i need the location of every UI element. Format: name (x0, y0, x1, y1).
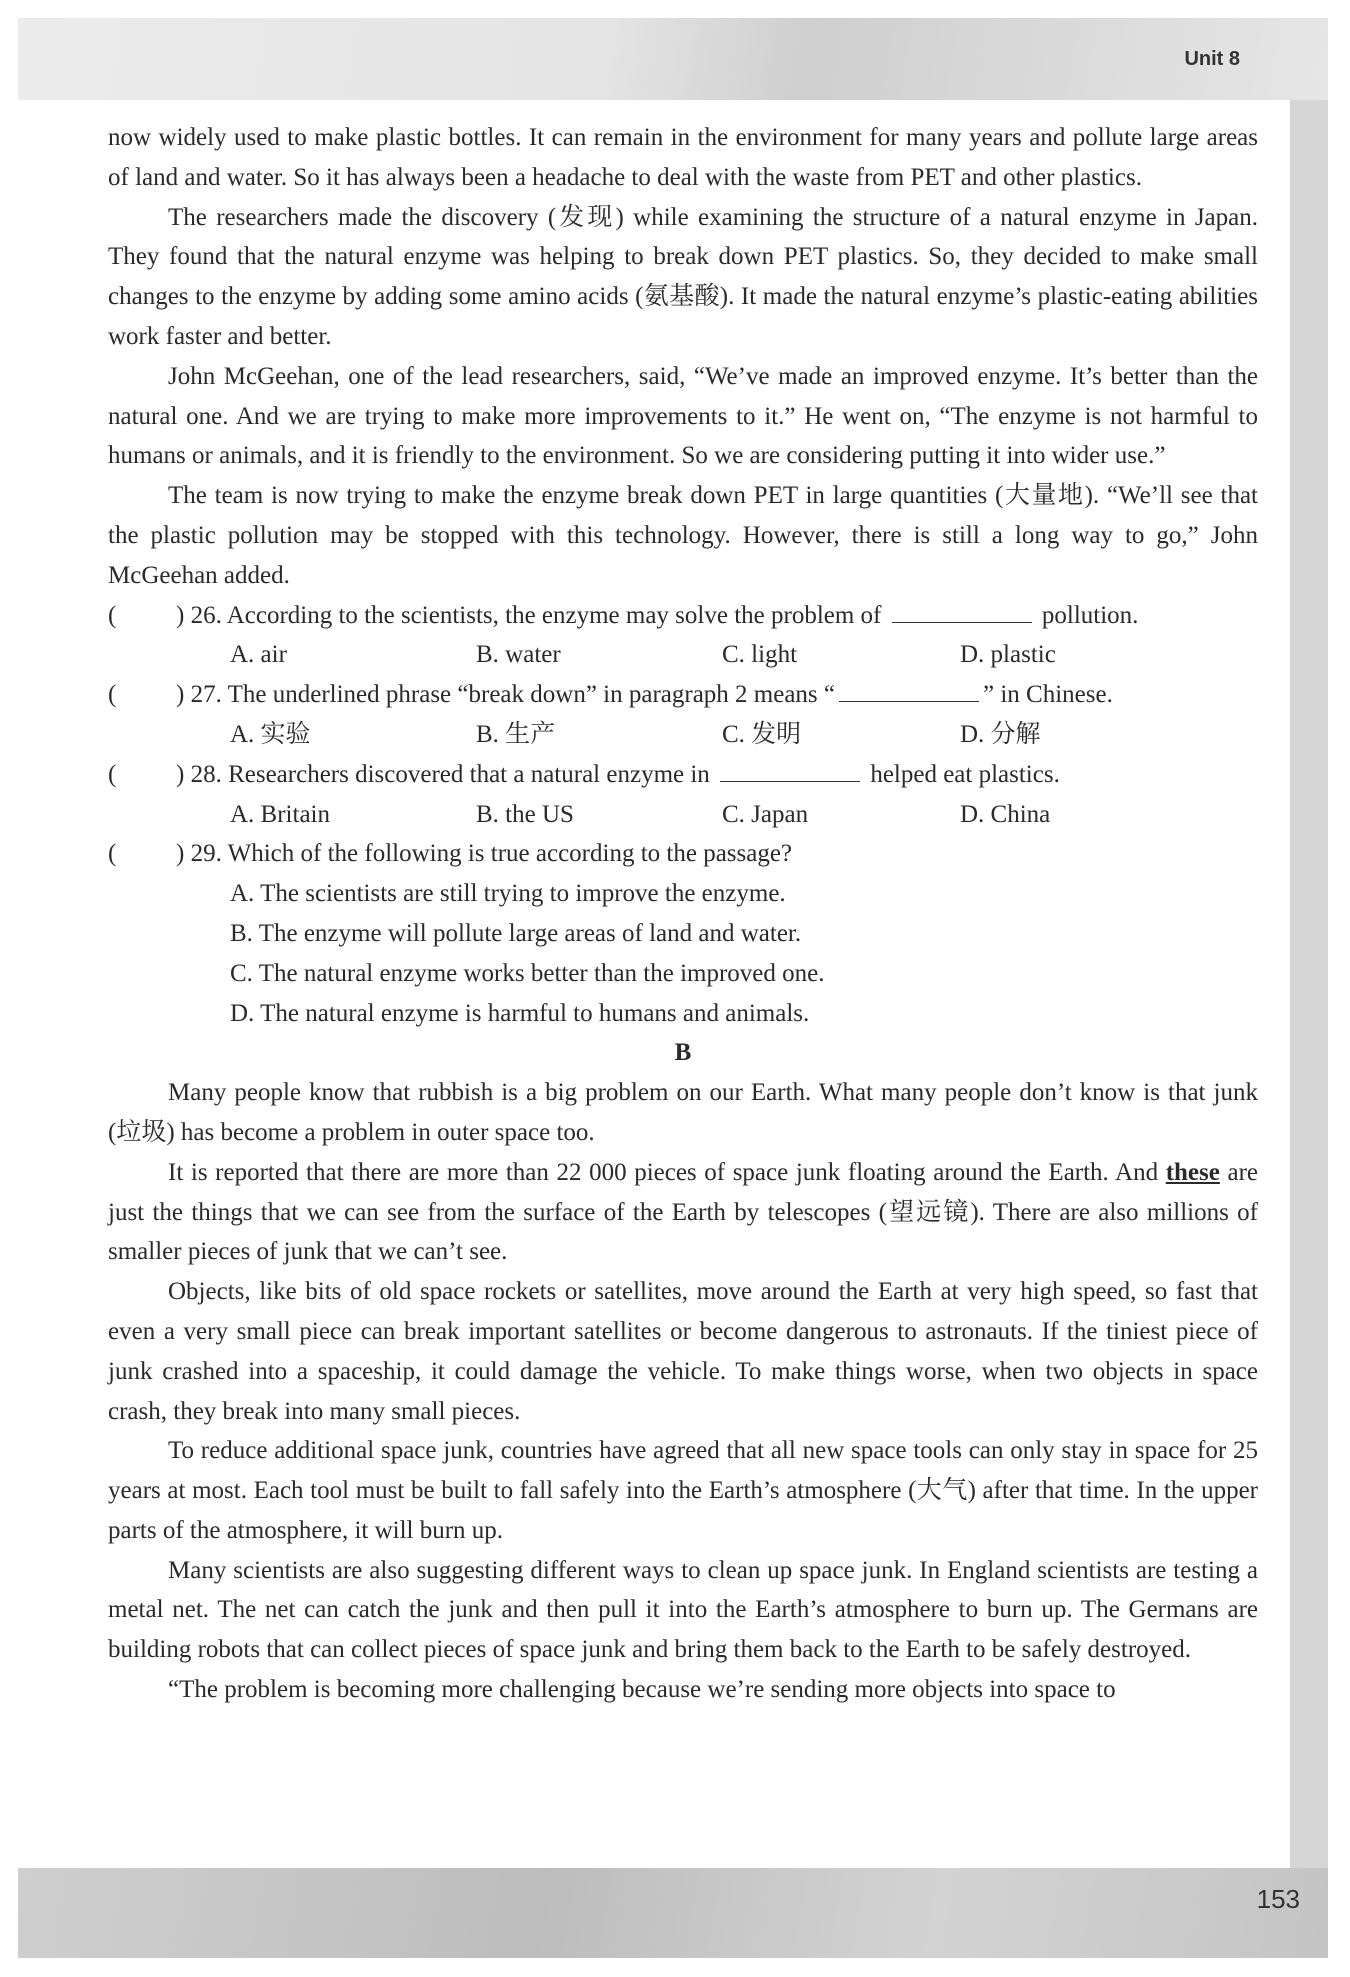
section-title: B (674, 1039, 692, 1067)
passage-a-paragraph-3: John McGeehan, one of the lead researchers, said, “We’ve made an improved enzyme. It’s better than the natural one. And we are trying to make more improvements to it.” He went on, “The enzyme is not harmful to humans or animals, and it is friendly to the environment. So we are considering putting it into wider use.” (108, 362, 1258, 470)
passage-b-paragraph-5: Many scientists are also suggesting different ways to clean up space junk. In England scientists are testing a metal net. The net can catch the junk and then pull it into the Earth’s atmosphere to burn up. The Germans are building robots that can collect pieces of space junk and bring them back to the Earth to be safely destroyed. (108, 1556, 1258, 1664)
page-number: 153 (1256, 1884, 1300, 1914)
passage-b-paragraph-4: To reduce additional space junk, countries have agreed that all new space tools can only stay in space for 25 years at most. Each tool must be built to fall safely into the Earth’s atmosphere (大气) after that time. In the upper parts of the atmosphere, it will burn up. (108, 1437, 1258, 1544)
question-26-options (108, 635, 1258, 675)
answer-paren-close: ) (176, 760, 185, 788)
option-d: D. The natural enzyme is harmful to humans and animals. (230, 999, 810, 1027)
answer-blank[interactable] (720, 755, 860, 782)
paragraph-text: It is reported that there are more than 22 000 pieces of space junk floating around the Earth. And (168, 1158, 1159, 1186)
option-d: D. 分解 (960, 720, 1041, 748)
question-26 (108, 596, 1258, 636)
question-stem: 28. Researchers discovered that a natural enzyme in (190, 760, 710, 788)
unit-label: Unit 8 (1184, 48, 1240, 70)
question-28-options (108, 795, 1258, 835)
option-a: A. 实验 (230, 720, 311, 748)
passage-b-paragraph-6: “The problem is becoming more challenging because we’re sending more objects into space to (168, 1676, 1116, 1704)
option-b: B. 生产 (476, 720, 556, 748)
answer-paren-close: ) (176, 601, 185, 629)
question-stem-end: helped eat plastics. (870, 760, 1060, 788)
answer-paren-close: ) (176, 840, 185, 868)
answer-blank[interactable] (892, 596, 1032, 623)
option-b: B. water (476, 641, 561, 669)
question-stem-end: pollution. (1041, 601, 1139, 629)
option-c: C. Japan (722, 800, 809, 828)
passage-a-paragraph-2: The researchers made the discovery (发现) while examining the structure of a natural enzyme in Japan. They found that the natural enzyme was helping to break down PET plastics. So, they decided to make small changes to the enzyme by adding some amino acids (氨基酸). It made the natural enzyme’s plastic-eating abilities work faster and better. (108, 203, 1258, 350)
option-a: A. Britain (230, 800, 330, 828)
question-stem: 29. Which of the following is true according to the passage? (190, 840, 793, 868)
question-27 (108, 675, 1258, 715)
passage-b-paragraph-1: Many people know that rubbish is a big problem on our Earth. What many people don’t know is that junk (垃圾) has become a problem in outer space too. (108, 1079, 1258, 1146)
option-b: B. the US (476, 800, 574, 828)
answer-paren-open: ( (108, 601, 117, 629)
question-stem: 26. According to the scientists, the enzyme may solve the problem of (190, 601, 882, 629)
option-d: D. plastic (960, 641, 1056, 669)
option-c: C. The natural enzyme works better than the improved one. (230, 959, 825, 987)
question-stem-end: ” in Chinese. (983, 681, 1113, 709)
header-band (18, 18, 1328, 100)
passage-b-paragraph-2 (108, 1153, 1258, 1272)
option-a: A. The scientists are still trying to improve the enzyme. (230, 880, 786, 908)
option-b: B. The enzyme will pollute large areas of land and water. (230, 919, 802, 947)
passage-b-paragraph-3: Objects, like bits of old space rockets or satellites, move around the Earth at very high speed, so fast that even a very small piece can break important satellites or become dangerous to astronauts. If the tiniest piece of junk crashed into a spaceship, it could damage the vehicle. To make things worse, when two objects in space crash, they break into many small pieces. (108, 1278, 1258, 1425)
reading-text (108, 118, 1258, 1710)
question-28 (108, 755, 1258, 795)
answer-paren-open: ( (108, 760, 117, 788)
answer-blank[interactable] (839, 675, 979, 702)
answer-paren-close: ) (176, 681, 185, 709)
option-a: A. air (230, 641, 287, 669)
question-27-options (108, 715, 1258, 755)
paragraph-text: are just the things that we can see from the surface of the Earth by telescopes (望远镜). There are also millions of smaller pieces of junk that we can’t see. (108, 1158, 1258, 1266)
option-d: D. China (960, 800, 1051, 828)
question-stem: 27. The underlined phrase “break down” in paragraph 2 means “ (190, 681, 836, 709)
answer-paren-open: ( (108, 840, 117, 868)
option-c: C. 发明 (722, 720, 802, 748)
question-29 (108, 834, 1258, 874)
footer-band (18, 1868, 1328, 1958)
passage-a-paragraph-1: now widely used to make plastic bottles. It can remain in the environment for many years and pollute large areas of land and water. So it has always been a headache to deal with the waste from PET and other plastics. (108, 124, 1258, 191)
passage-a-paragraph-4: The team is now trying to make the enzyme break down PET in large quantities (大量地). “We’ll see that the plastic pollution may be stopped with this technology. However, there is still a long way to go,” John McGeehan added. (108, 482, 1258, 589)
option-c: C. light (722, 641, 798, 669)
underlined-word: these (1165, 1158, 1220, 1186)
answer-paren-open: ( (108, 681, 117, 709)
